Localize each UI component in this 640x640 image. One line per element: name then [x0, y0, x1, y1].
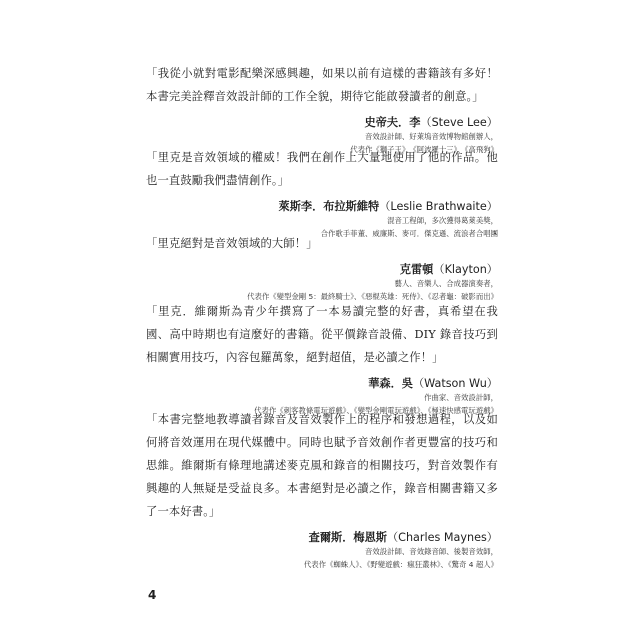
endorser-credits: 代表作《變型金剛 5：最終騎士》、《惡棍英雄：死侍》、《忍者龜：破影而出》 [247, 291, 498, 301]
endorsement [146, 146, 498, 240]
endorser-name-en: （Leslie Brathwaite） [379, 200, 498, 213]
endorser-title: 音效設計師、好萊塢音效博物館創辦人， [364, 132, 498, 141]
endorsement-quote: 「里克．維爾斯為青少年撰寫了一本易讀完整的好書，真希望在我國、高中時期也有這麼好的書籍。從平價錄音設備、DIY 錄音技巧到相關實用技巧，內容包羅萬象，絕對超值，是必讀之作！」 [146, 305, 498, 364]
endorser-name-en: （Watson Wu） [412, 377, 498, 390]
endorser-name-zh: 史帝夫．李 [364, 116, 421, 129]
endorser-name [146, 262, 498, 278]
endorsement-quote: 「本書完整地教導讀者錄音及音效製作上的程序和發想過程，以及如何將音效運用在現代媒體中。同時也賦予音效創作者更豐富的技巧和思維。維爾斯有條理地講述麥克風和錄音的相關技巧，對音效製作有興趣的人無疑是受益良多。本書絕對是必讀之作，錄音相關書籍又多了一本好書。」 [146, 413, 498, 518]
endorser-name-zh: 克雷頓 [399, 263, 434, 276]
endorser-name [146, 376, 498, 392]
endorser-credits: 代表作《獅子王》、《阿波羅十三》、《高飛狗》 [350, 144, 498, 154]
endorsement-quote: 「我從小就對電影配樂深感興趣，如果以前有這樣的書籍該有多好！本書完美詮釋音效設計師的工作全貌，期待它能啟發讀者的創意。」 [146, 67, 498, 103]
endorser-name-zh: 萊斯李．布拉斯維特 [278, 200, 380, 213]
endorser-title: 音效設計師、音效錄音師、後製音效師， [364, 547, 498, 556]
endorser-credits: 合作歌手菲董、威廉斯、麥可．傑克遜、流浪者合唱團 [320, 228, 498, 238]
endorser-title: 藝人、音樂人、合成器演奏者， [394, 279, 498, 288]
endorsement [146, 408, 498, 571]
endorser-title: 混音工程師，多次獲得葛萊美獎， [387, 216, 498, 225]
endorser-credits: 代表作《刺客教條電玩遊戲》、《變型金剛電玩遊戲》、《極速快感電玩遊戲》 [254, 405, 498, 415]
endorser-name [146, 115, 498, 131]
endorser-title: 作曲家、音效設計師， [424, 393, 498, 402]
endorser-name-en: （Charles Maynes） [386, 531, 498, 544]
endorsement [146, 232, 498, 303]
page-number: 4 [148, 588, 157, 602]
endorsement [146, 300, 498, 417]
endorser-name-zh: 查爾斯．梅恩斯 [308, 531, 387, 544]
endorser-name [146, 530, 498, 546]
endorsement-quote: 「里克絕對是音效領域的大師！」 [146, 237, 318, 250]
endorsement [146, 62, 498, 156]
endorser-name [146, 199, 498, 215]
endorser-name-en: （Steve Lee） [420, 116, 498, 129]
endorsement-quote: 「里克是音效領域的權威！我們在創作上大量地使用了他的作品。他也一直鼓勵我們盡情創作。」 [146, 151, 498, 187]
endorser-name-zh: 華森．吳 [368, 377, 413, 390]
endorser-credits: 代表作《蜘蛛人》、《野變遊戲：瘋狂叢林》、《驚奇 4 超人》 [303, 559, 498, 569]
endorser-name-en: （Klayton） [433, 263, 498, 276]
